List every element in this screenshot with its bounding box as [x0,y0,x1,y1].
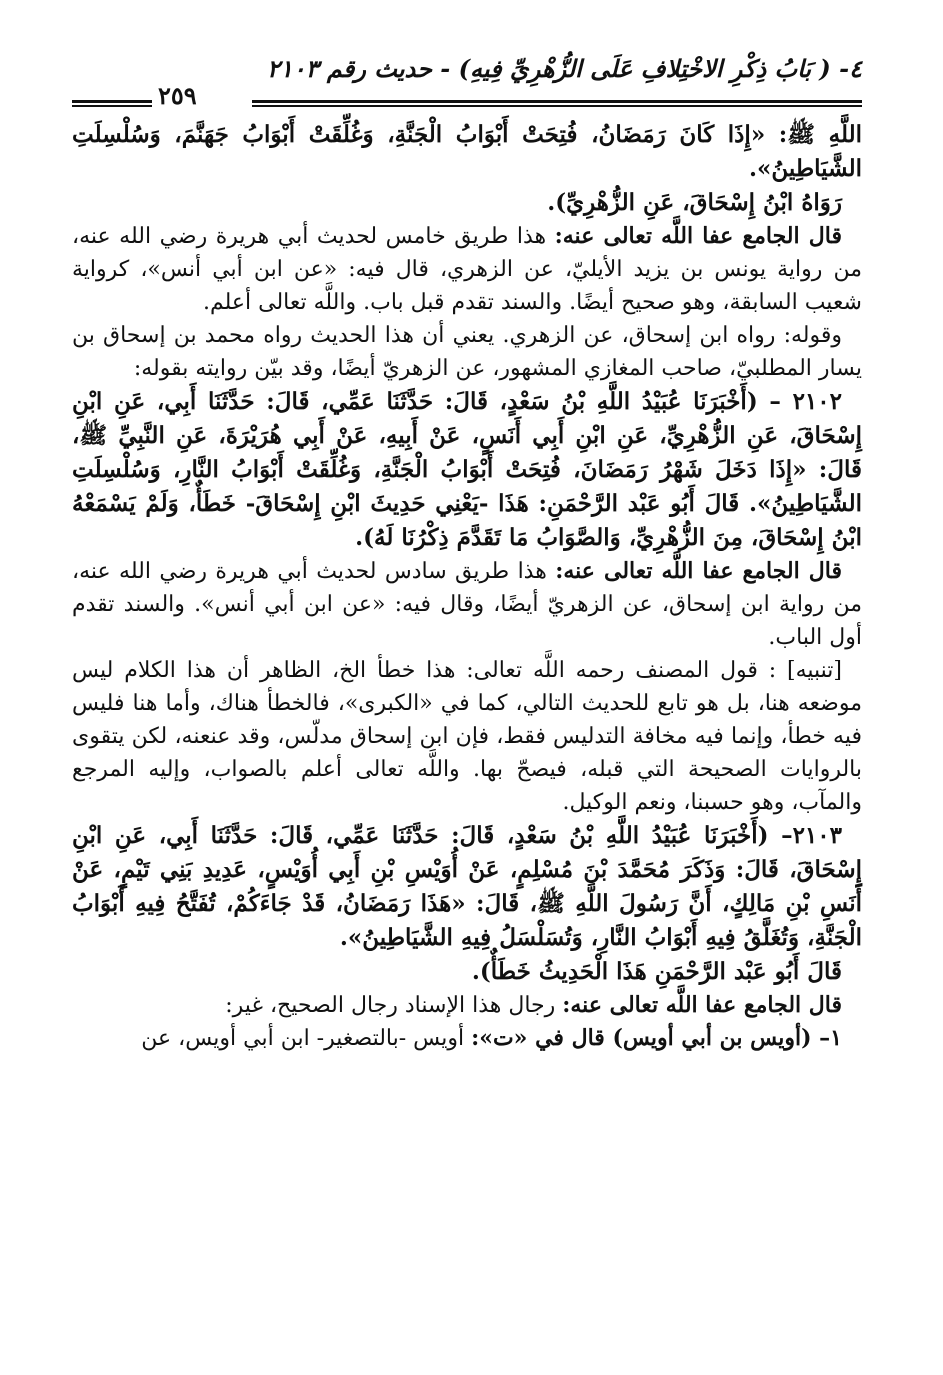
paragraph-lead: قال الجامع عفا اللَّه تعالى عنه: [555,558,842,584]
page-number: ٢٥٩ [158,81,197,110]
paragraph [72,220,862,319]
book-page [72,48,862,1055]
header-rule-line [252,100,862,103]
paragraph-text: أويس -بالتصغير- ابن أبي أويس، عن [141,1026,472,1051]
paragraph [72,319,862,385]
paragraph-text: رجال هذا الإسناد رجال الصحيح، غير: [225,993,563,1018]
page-body [72,118,862,1055]
paragraph-lead: قال الجامع عفا اللَّه تعالى عنه: [562,992,842,1018]
paragraph-text: هذا طريق خامس لحديث أبي هريرة رضي الله عنه، من رواية يونس بن يزيد الأيليّ، عن الزهري، قال فيه: «عن ابن أبي أنس»، كرواية شعيب السابقة، وهو صحيح أيضًا. والسند تقدم قبل باب. واللَّه تعالى أعلم. [72,224,862,315]
paragraph-lead: قال الجامع عفا اللَّه تعالى عنه: [554,223,842,249]
page-header [72,48,862,108]
paragraph-text: اللَّهِ ﷺ: «إِذَا كَانَ رَمَضَانُ، فُتِحَتْ أَبْوَابُ الْجَنَّةِ، وَغُلِّقَتْ أَبْوَابُ جَهَنَّمَ، وَسُلْسِلَتِ الشَّيَاطِينُ». [72,121,862,182]
paragraph [72,654,862,819]
paragraph-text: رَوَاهُ ابْنُ إِسْحَاقَ، عَنِ الزُّهْرِيِّ). [547,189,842,216]
paragraph-lead: ١– (أويس بن أبي أويس) قال في «ت»: [471,1025,842,1051]
header-rule-line [72,105,152,107]
paragraph [72,819,862,955]
paragraph-text: قَالَ أَبُو عَبْد الرَّحْمَنِ هَذَا الْحَدِيثُ خَطَأٌ). [471,958,842,985]
paragraph [72,186,862,220]
paragraph [72,118,862,186]
paragraph [72,989,862,1022]
paragraph [72,1022,862,1055]
paragraph [72,955,862,989]
paragraph-text: وقوله: رواه ابن إسحاق، عن الزهري. يعني أن هذا الحديث رواه محمد بن إسحاق بن يسار المطلبيّ، صاحب المغازي المشهور، عن الزهريّ أيضًا، وقد بيّن روايته بقوله: [72,323,862,381]
paragraph [72,385,862,555]
paragraph-text: [تنبيه] : قول المصنف رحمه اللَّه تعالى: هذا خطأ الخ، الظاهر أن هذا الكلام ليس موضعه هنا، بل هو تابع للحديث التالي، كما في «الكبرى»، فالخطأ هناك، وأما هنا فليس فيه خطأ، وإنما فيه مخافة التدليس فقط، فإن ابن إسحاق مدلّس، وقد عنعنه، لكن يتقوى بالروايات الصحيحة التي قبله، فيصحّ بها. واللَّه تعالى أعلم بالصواب، وإليه المرجع والمآب، وهو حسبنا، ونعم الوكيل. [72,658,862,815]
chapter-title: ٤- ( بَابُ ذِكْرِ الاخْتِلافِ عَلَى الزُّهْرِيِّ فِيهِ) - حديث رقم ٢١٠٣ [266,54,862,83]
header-rule-line [72,100,152,103]
paragraph-text: ٢١٠٣– (أَخْبَرَنَا عُبَيْدُ اللَّهِ بْنُ سَعْدٍ، قَالَ: حَدَّثَنَا عَمِّي، قَالَ: حَدَّثَنَا أَبِي، عَنِ ابْنِ إِسْحَاقَ، قَالَ: وَذَكَرَ مُحَمَّدَ بْنَ مُسْلِمٍ، عَنْ أُوَيْسِ بْنِ أَبِي أُوَيْسٍ، عَدِيدِ بَنِي تَيْمٍ، عَنْ أَنَسِ بْنِ مَالِكٍ، أَنَّ رَسُولَ اللَّهِ ﷺ، قَالَ: «هَذَا رَمَضَانُ، قَدْ جَاءَكُمْ، تُفَتَّحُ فِيهِ أَبْوَابُ الْجَنَّةِ، وَتُغَلَّقُ فِيهِ أَبْوَابُ النَّارِ، وَتُسَلْسَلُ فِيهِ الشَّيَاطِينُ». [72,822,862,951]
paragraph [72,555,862,654]
paragraph-text: ٢١٠٢ – (أَخْبَرَنَا عُبَيْدُ اللَّهِ بْنُ سَعْدٍ، قَالَ: حَدَّثَنَا عَمِّي، قَالَ: حَدَّثَنَا أَبِي، عَنِ ابْنِ إِسْحَاقَ، عَنِ الزُّهْرِيِّ، عَنِ ابْنِ أَبِي أَنَسٍ، عَنْ أَبِيهِ، عَنْ أَبِي هُرَيْرَةَ، عَنِ النَّبِيِّ ﷺ، قَالَ: «إِذَا دَخَلَ شَهْرُ رَمَضَانَ، فُتِحَتْ أَبْوَابُ الْجَنَّةِ، وَغُلِّقَتْ أَبْوَابُ النَّارِ، وَسُلْسِلَتِ الشَّيَاطِينُ». قَالَ أَبُو عَبْد الرَّحْمَنِ: هَذَا -يَعْنِي حَدِيثَ ابْنِ إِسْحَاقَ- خَطَأٌ، وَلَمْ يَسْمَعْهُ ابْنُ إِسْحَاقَ، مِنَ الزُّهْرِيِّ، وَالصَّوَابُ مَا تَقَدَّمَ ذِكْرُنَا لَهُ). [72,388,862,551]
paragraph-text: هذا طريق سادس لحديث أبي هريرة رضي الله عنه، من رواية ابن إسحاق، عن الزهريّ أيضًا، وقال فيه: «عن ابن أبي أنس». والسند تقدم أول الباب. [72,559,862,650]
header-rule-line [252,105,862,107]
